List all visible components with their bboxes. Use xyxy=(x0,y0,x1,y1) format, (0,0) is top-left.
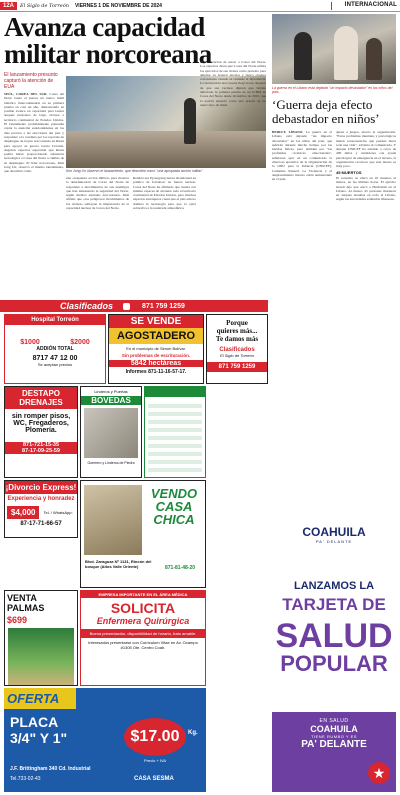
oferta-tel: Tel.733-02-43 xyxy=(10,776,41,782)
hospital-price2: $2000 xyxy=(70,339,90,346)
coahuila-tiene: TIENE RUMBO Y ES xyxy=(311,734,357,739)
oferta-size: 3/4" Y 1" xyxy=(10,730,68,746)
ad-quiere-mas[interactable] xyxy=(206,314,268,384)
main-article-col2 xyxy=(66,176,129,296)
main-dateline: SEÚL, COREA DEL SUR. xyxy=(4,92,48,96)
coahuila-logo-text: COAHUILA xyxy=(302,525,366,539)
classifieds-bar xyxy=(0,300,268,312)
main-col2-text: una «respuesta acción militar» para mostrar la determinación de Corea del Norte de responder a movimientos de sus enemigos que han amenazado la seguridad del Norte, según medios estatales norcoreanos. Kim afirmó que «los peligrosos movimientos de los rivales» subrayan la importancia de la capacidad nuclear de Corea del Norte. xyxy=(66,176,129,211)
classifieds-title: Clasificados xyxy=(60,301,114,311)
star-icon: ★ xyxy=(368,762,390,784)
palmas-photo xyxy=(8,628,74,686)
coahuila-pd: PA' DELANTE xyxy=(301,739,367,750)
photo-figure xyxy=(294,32,312,80)
photo-figure xyxy=(184,98,196,144)
quiere-phone: 871 759 1259 xyxy=(207,362,267,372)
destapo-ph1: 871-721-15-35 xyxy=(5,442,77,448)
destapo-ph2: 87-17-09-25-59 xyxy=(5,448,77,454)
ad-divorcio[interactable] xyxy=(4,480,78,538)
side-col1-text: La guerra en el Líbano está dejando "un impacto devastador" en los niños del país, que sufrirán durante mucho tiempo por las heridas físicas, pero también por "las profundas cicatrices emocionales", señalaron ayer en un comunicado la directora ejecutiva de la Organización de la ONU para la Infancia (UNICEF), Catherine Russell. La Violencia y el desplazamiento masivo están aumentando en el país. xyxy=(272,130,332,182)
price-table-header xyxy=(145,387,205,397)
page-number: 12A xyxy=(0,2,17,10)
hospital-phone: 8717 47 12 00 xyxy=(32,355,78,362)
ad-solicita[interactable] xyxy=(80,590,206,686)
oferta-price-badge xyxy=(124,718,186,756)
agostadero-big: AGOSTADERO xyxy=(109,328,203,344)
photo-figure xyxy=(366,38,382,80)
coahuila-logo xyxy=(290,525,378,544)
side-headline: ‘Guerra deja efecto debastador en niños’ xyxy=(272,97,380,126)
quiere-l2: quieres más... xyxy=(216,327,258,335)
solicita-big: SOLICITA xyxy=(110,600,176,616)
quiere-l5: El Siglo de Torreón xyxy=(220,353,254,358)
ad-hospital[interactable] xyxy=(4,314,106,384)
hospital-note: Se aceptan precios xyxy=(37,362,73,367)
destapo-sub: sin romper pisos, WC, Fregaderos, Plomería. xyxy=(11,413,71,434)
divorcio-title: ¡Divorcio Express! xyxy=(5,483,77,492)
side-col2-text: ajuste a juegos, ahorro la organización. "Estos problemas mentales y psicológicos tienen consecuencias que pueden durar toda una vida", advierte el comunicado. Y aunque UNICEF ha asistido a cerca de 400 niños y cuidadores con ayuda psicológica de emergencia en el terreno, la organización reconoce que este monto es muy poco. xyxy=(336,130,396,169)
hospital-name: Hospital Torreón xyxy=(5,315,105,325)
ad-price-table[interactable] xyxy=(144,386,206,478)
divorcio-price: $4,000 xyxy=(7,506,39,519)
oferta-iva: Precio + IVA xyxy=(144,758,167,763)
lindero-sub: Guerrero y Linderos de Piedra xyxy=(87,461,135,465)
ad-lindero[interactable] xyxy=(80,386,142,478)
oferta-unit: Kg. xyxy=(188,730,198,736)
vendo-photo xyxy=(84,485,142,555)
coahuila-l3: SALUD xyxy=(275,617,393,655)
lindero-title: Linderos y Puertas xyxy=(94,389,128,394)
quiere-l3: Te damos más xyxy=(215,335,259,343)
solicita-req: Buena presentación, disponibilidad de horario, trato amable. xyxy=(81,629,205,638)
palmas-title: VENTA PALMAS xyxy=(7,593,45,613)
divorcio-sub: Experiencia y honradez xyxy=(7,496,75,502)
agostadero-area: 5842 hectáreas xyxy=(109,360,203,367)
main-col3-text: Realizó esa Pyongyang nunca abandonará su política de fortalecer su fuerza nuclear. Corea del Norte ha afirmado que cuenta con misiles capaces de alcanzar todo el territorio continental de Estados Unidos, pero muchos expertos extranjeros creen que el país aún no domina la tecnología para que la ojiva sobreviva a la reentrada atmosférica. xyxy=(133,176,196,211)
main-photo-caption: Kim Jong Un observó el lanzamiento, que describió como "una apropiada acción militar". xyxy=(66,169,204,173)
lindero-photo xyxy=(84,408,138,458)
main-article-col4 xyxy=(200,60,266,296)
ad-coahuila[interactable] xyxy=(272,480,396,792)
divorcio-wa: Tel. / WhatsApp: xyxy=(43,510,73,515)
side-subhead: 45 MUERTOS xyxy=(336,169,362,175)
ad-oferta[interactable] xyxy=(4,688,206,792)
vendo-l2: CASA xyxy=(155,499,193,514)
main-col4-text: tiene intención de atacar a Corea del Norte. Los expertos dicen que Corea del Norte utiliza los ejercicios de sus rivales como pretexto para ampliar su arsenal nuclear y busca obtener concesiones cuando se reanude la diplomacia. La declaración norcoreana llegó horas después de que sus vecinos dijeran que habían detectado la primera prueba de un ICBM de Corea del Norte desde diciembre de 2023, que la nación anunció como una prueba de un nuevo tipo de misil. xyxy=(200,60,266,107)
hospital-price1: $1000 xyxy=(20,339,40,346)
lindero-name: BOVEDAS xyxy=(81,396,141,405)
agostadero-tel: Informes 871-11-16-57-17. xyxy=(125,369,187,375)
main-col1-text: Corea del Norte lanzó el jueves un nuevo misil balístico intercontinental en su primera prueba en casi un año, demostrando su posible avance en capacidad para lanzar ataques nucleares de largo alcance a territorio continental de Estados Unidos. El lanzamiento probablemente pretendía captar la atención estadounidense en los días previos a las elecciones del país y responder a la condena por los reportes de despliegue de tropas norcoreanas en Rusia para apoyar su guerra contra Ucrania. Algunos expertos especulan que Rusia podría haber proporcionado asistencia tecnológica a Corea del Norte a cambio de su despliegue. El líder norcoreano, Kim Jong Un, observó el mismo lanzamiento, que describió como xyxy=(4,92,64,174)
side-dateline: BEIRUT, LÍBANO. xyxy=(272,130,304,134)
photo-figure xyxy=(334,26,358,80)
solicita-pos: Enfermera Quirúrgica xyxy=(96,616,190,626)
oferta-placa: PLACA xyxy=(10,714,59,730)
coahuila-banner xyxy=(272,712,396,792)
oferta-price: $17.00 xyxy=(130,728,180,745)
side-photo xyxy=(272,14,396,84)
side-photo-caption: La guerra en el Líbano está dejando "un impacto devastador" en los niños del país. xyxy=(272,86,393,94)
vendo-l1: VENDO xyxy=(150,486,198,501)
main-article-col1 xyxy=(4,92,64,297)
vendo-addr: Blvd. Zaragoza Nº 1131, Rincón del bosque (Altos Valle Oriente) xyxy=(85,559,152,569)
main-article-col3 xyxy=(133,176,196,296)
main-deck: El lanzamiento presunto capturó la atención de EUA xyxy=(4,72,58,90)
agostadero-place: En el municipio de Simón Bolívar. xyxy=(126,346,186,351)
classifieds-phone: 871 759 1259 xyxy=(142,302,185,310)
page-header xyxy=(0,0,400,12)
quiere-l1: Porque xyxy=(226,319,248,327)
section-divider xyxy=(331,2,332,10)
edition-date: VIERNES 1 DE NOVIEMBRE DE 2024 xyxy=(74,2,162,9)
ad-vendo-casa[interactable] xyxy=(80,480,206,588)
oferta-addr: J.F. Brittingham 340 Cd. Industrial xyxy=(10,766,91,772)
ad-palmas[interactable] xyxy=(4,590,78,686)
phone-icon xyxy=(123,303,130,310)
hospital-line: ADDIÓN TOTAL xyxy=(36,346,74,352)
coahuila-coah: COAHUILA xyxy=(310,724,358,734)
coahuila-l1: LANZAMOS LA xyxy=(293,580,375,592)
side-col4-text: Al menos 45 personas murieron en ataques israelíes en todo el Líbano, según las autoridades sanitarias libanesas. xyxy=(336,188,396,202)
coahuila-tagline: PA' DELANTE xyxy=(315,539,353,544)
section-name: INTERNACIONAL xyxy=(344,2,397,8)
side-article-col2 xyxy=(336,130,396,475)
quiere-l4: Clasificados xyxy=(219,347,255,353)
oferta-brand: CASA SESMA xyxy=(134,776,174,782)
oferta-title: OFERTA xyxy=(4,688,76,709)
palmas-price: $699 xyxy=(7,615,28,625)
ad-agostadero[interactable] xyxy=(108,314,204,384)
solicita-top: EMPRESA IMPORTANTE EN EL ÁREA MÉDICA xyxy=(81,591,205,598)
ad-destapo[interactable] xyxy=(4,386,78,478)
side-article-col1 xyxy=(272,130,332,475)
vendo-l3: CHICA xyxy=(153,512,195,527)
agostadero-top: SE VENDE xyxy=(109,315,203,328)
coahuila-l4: POPULAR xyxy=(280,651,388,676)
solicita-info: Interesados presentarse con Currículum Vitae en Av. Ocampo #1305 Ote. Centro Coah. xyxy=(88,640,198,650)
agostadero-note: Sin problemas de escrituración. xyxy=(121,353,191,358)
coahuila-salud: EN SALUD xyxy=(319,718,349,724)
divorcio-phone: 87-17-71-66-57 xyxy=(20,521,62,527)
destapo-title: DESTAPO DRENAJES xyxy=(5,387,77,409)
coahuila-l2: TARJETA DE xyxy=(282,595,386,614)
side-col3-text: El recuento se ubica en 45 muertos al menos, en las últimas horas. El ejército israelí dijo que atacó a Hezbollah en el Líbano. xyxy=(336,175,396,193)
main-headline: Avanza capacidad militar norcoreana xyxy=(4,12,212,69)
paper-name: El Siglo de Torreón xyxy=(20,2,69,9)
vendo-phone: 871-81-48-20 xyxy=(165,565,196,571)
price-table-rows xyxy=(148,400,202,472)
